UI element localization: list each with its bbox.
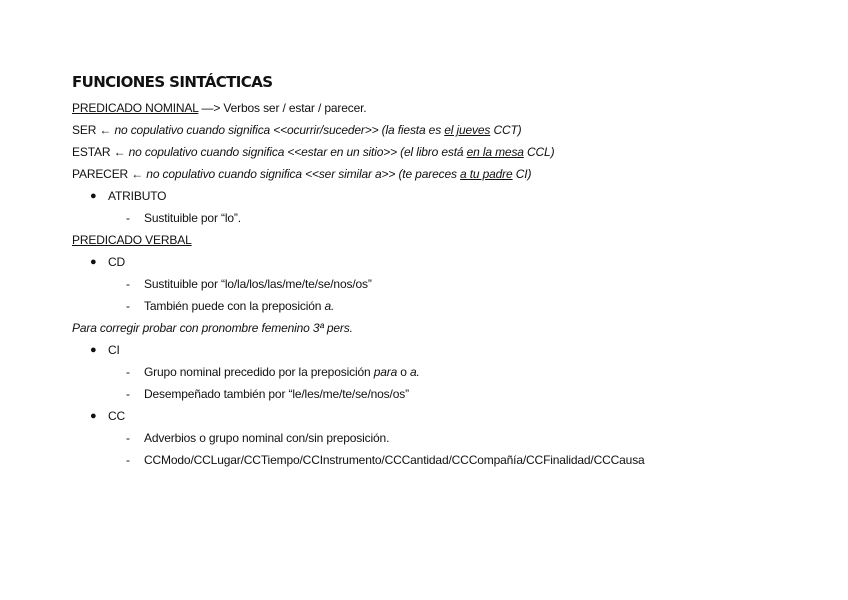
cd-sub-text-1: Sustituible por “lo/la/los/las/me/te/se/nos/os” (144, 277, 372, 291)
ci-sub-item-1 (72, 361, 812, 383)
cc-sub-text-2: CCModo/CCLugar/CCTiempo/CCInstrumento/CCCantidad/CCCompañía/CCFinalidad/CCCausa (144, 453, 645, 467)
ser-example-underlined: el jueves (444, 123, 491, 137)
predicado-nominal-desc: —> Verbos ser / estar / parecer. (198, 101, 367, 115)
bullet-icon: ● (90, 190, 97, 202)
atributo-sub-item (72, 207, 812, 229)
ser-desc: no copulativo cuando significa <<ocurrir/suceder>> (la fiesta es (111, 123, 445, 137)
predicado-verbal-line (72, 229, 812, 251)
ci-sub-text-1-o: o (397, 365, 411, 379)
parecer-line (72, 163, 812, 185)
atributo-label: ATRIBUTO (108, 189, 167, 203)
cc-sub-item-2 (72, 449, 812, 471)
dash-icon: - (126, 453, 130, 467)
estar-desc: no copulativo cuando significa <<estar en un sitio>> (el libro está (125, 145, 467, 159)
document-page (72, 71, 812, 471)
ci-sub-text-2: Desempeñado también por “le/les/me/te/se/nos/os” (144, 387, 409, 401)
dash-icon: - (126, 299, 130, 313)
ci-sub-item-2 (72, 383, 812, 405)
estar-line (72, 141, 812, 163)
parecer-example-function: CI) (512, 167, 532, 181)
dash-icon: - (126, 365, 130, 379)
left-arrow-icon: ← (113, 145, 126, 159)
cd-label: CD (108, 255, 126, 269)
cd-sub-text-2: También puede con la preposición (144, 299, 325, 313)
dash-icon: - (126, 277, 130, 291)
bullet-icon: ● (90, 410, 97, 422)
atributo-sub-text: Sustituible por “lo”. (144, 211, 241, 225)
cd-sub-text-2-prep: a. (324, 299, 335, 313)
estar-example-underlined: en la mesa (466, 145, 524, 159)
cd-sub-item-2 (72, 295, 812, 317)
predicado-verbal-heading: PREDICADO VERBAL (72, 233, 192, 247)
estar-example-function: CCL) (523, 145, 555, 159)
cc-label: CC (108, 409, 126, 423)
predicado-nominal-line (72, 97, 812, 119)
left-arrow-icon: ← (99, 123, 112, 137)
cc-bullet-item (72, 405, 812, 427)
predicado-nominal-heading: PREDICADO NOMINAL (72, 101, 199, 115)
atributo-bullet-item (72, 185, 812, 207)
cd-sub-item-1 (72, 273, 812, 295)
ci-sub-text-1: Grupo nominal precedido por la preposición (144, 365, 374, 379)
cc-sub-text-1: Adverbios o grupo nominal con/sin preposición. (144, 431, 390, 445)
dash-icon: - (126, 211, 130, 225)
dash-icon: - (126, 431, 130, 445)
document-title: FUNCIONES SINTÁCTICAS (72, 73, 273, 91)
ser-example-function: CCT) (490, 123, 522, 137)
left-arrow-icon: ← (131, 167, 144, 181)
correction-note: Para corregir probar con pronombre femenino 3ª pers. (72, 321, 353, 335)
bullet-icon: ● (90, 344, 97, 356)
estar-lead: ESTAR (72, 145, 114, 159)
ser-line (72, 119, 812, 141)
ci-sub-text-1-para: para (373, 365, 398, 379)
ci-sub-text-1-a: a. (410, 365, 420, 379)
bullet-icon: ● (90, 256, 97, 268)
parecer-lead: PARECER (72, 167, 132, 181)
ci-label: CI (108, 343, 120, 357)
cc-sub-item-1 (72, 427, 812, 449)
dash-icon: - (126, 387, 130, 401)
parecer-desc: no copulativo cuando significa <<ser similar a>> (te pareces (143, 167, 461, 181)
ser-lead: SER (72, 123, 100, 137)
parecer-example-underlined: a tu padre (460, 167, 513, 181)
cd-bullet-item (72, 251, 812, 273)
ci-bullet-item (72, 339, 812, 361)
